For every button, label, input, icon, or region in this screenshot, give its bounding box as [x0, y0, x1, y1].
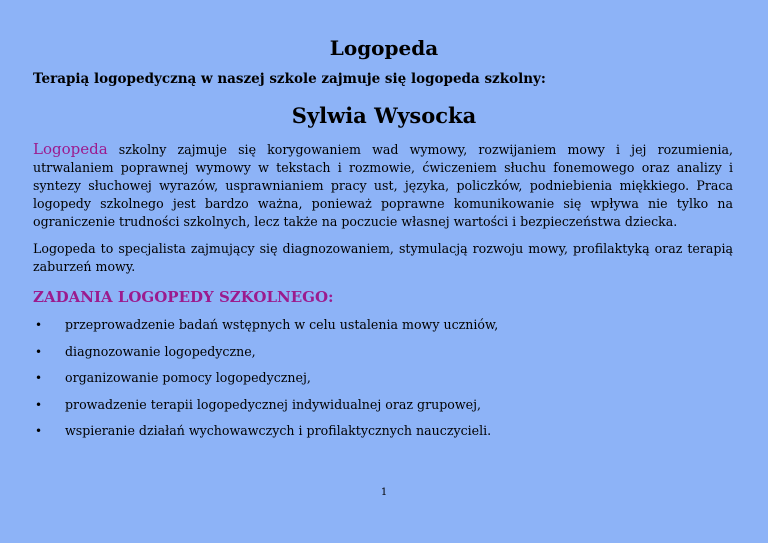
list-item [33, 344, 733, 371]
tasks-heading: ZADANIA LOGOPEDY SZKOLNEGO: [33, 288, 334, 306]
tasks-list [33, 317, 733, 450]
bullet-icon: • [35, 397, 43, 412]
bullet-icon: • [35, 344, 43, 359]
page-number: 1 [380, 487, 388, 498]
list-item-text: diagnozowanie logopedyczne, [65, 343, 256, 359]
list-item-text: prowadzenie terapii logopedycznej indywidualnej oraz grupowej, [65, 396, 481, 412]
list-item-text: przeprowadzenie badań wstępnych w celu ustalenia mowy uczniów, [65, 317, 499, 332]
bullet-icon: • [35, 318, 43, 332]
bullet-icon: • [35, 371, 43, 385]
intro-text: Terapią logopedyczną w naszej szkole zajmuje się logopeda szkolny: [33, 71, 546, 87]
list-item-text: organizowanie pomocy logopedycznej, [65, 370, 311, 385]
list-item [33, 397, 733, 424]
description-paragraph [33, 140, 733, 231]
list-item [33, 370, 733, 397]
bullet-icon: • [35, 424, 43, 438]
list-item-text: wspieranie działań wychowawczych i profilaktycznych nauczycieli. [65, 423, 492, 438]
definition-paragraph: Logopeda to specjalista zajmujący się diagnozowaniem, stymulacją rozwoju mowy, profilaktyką oraz terapią zaburzeń mowy. [33, 241, 733, 274]
therapist-name: Sylwia Wysocka [291, 103, 477, 128]
page-title: Logopeda [329, 36, 439, 60]
list-item [33, 423, 733, 450]
highlight-word: Logopeda [33, 140, 108, 158]
list-item [33, 317, 733, 344]
description-text: szkolny zajmuje się korygowaniem wad wymowy, rozwijaniem mowy i jej rozumienia, utrwalaniem poprawnej wymowy w tekstach i rozmowie, ćwiczeniem słuchu fonemowego oraz analizy i syntezy słuchowej wyrazów, usprawnianiem pracy ust, języka, policzków, podniebienia miękkiego. Praca logopedy szkolnego jest bardzo ważna, ponieważ poprawne komunikowanie się wpływa nie tylko na ograniczenie trudności szkolnych, lecz także na poczucie własnej wartości i bezpieczeństwa dziecka. [33, 142, 733, 229]
